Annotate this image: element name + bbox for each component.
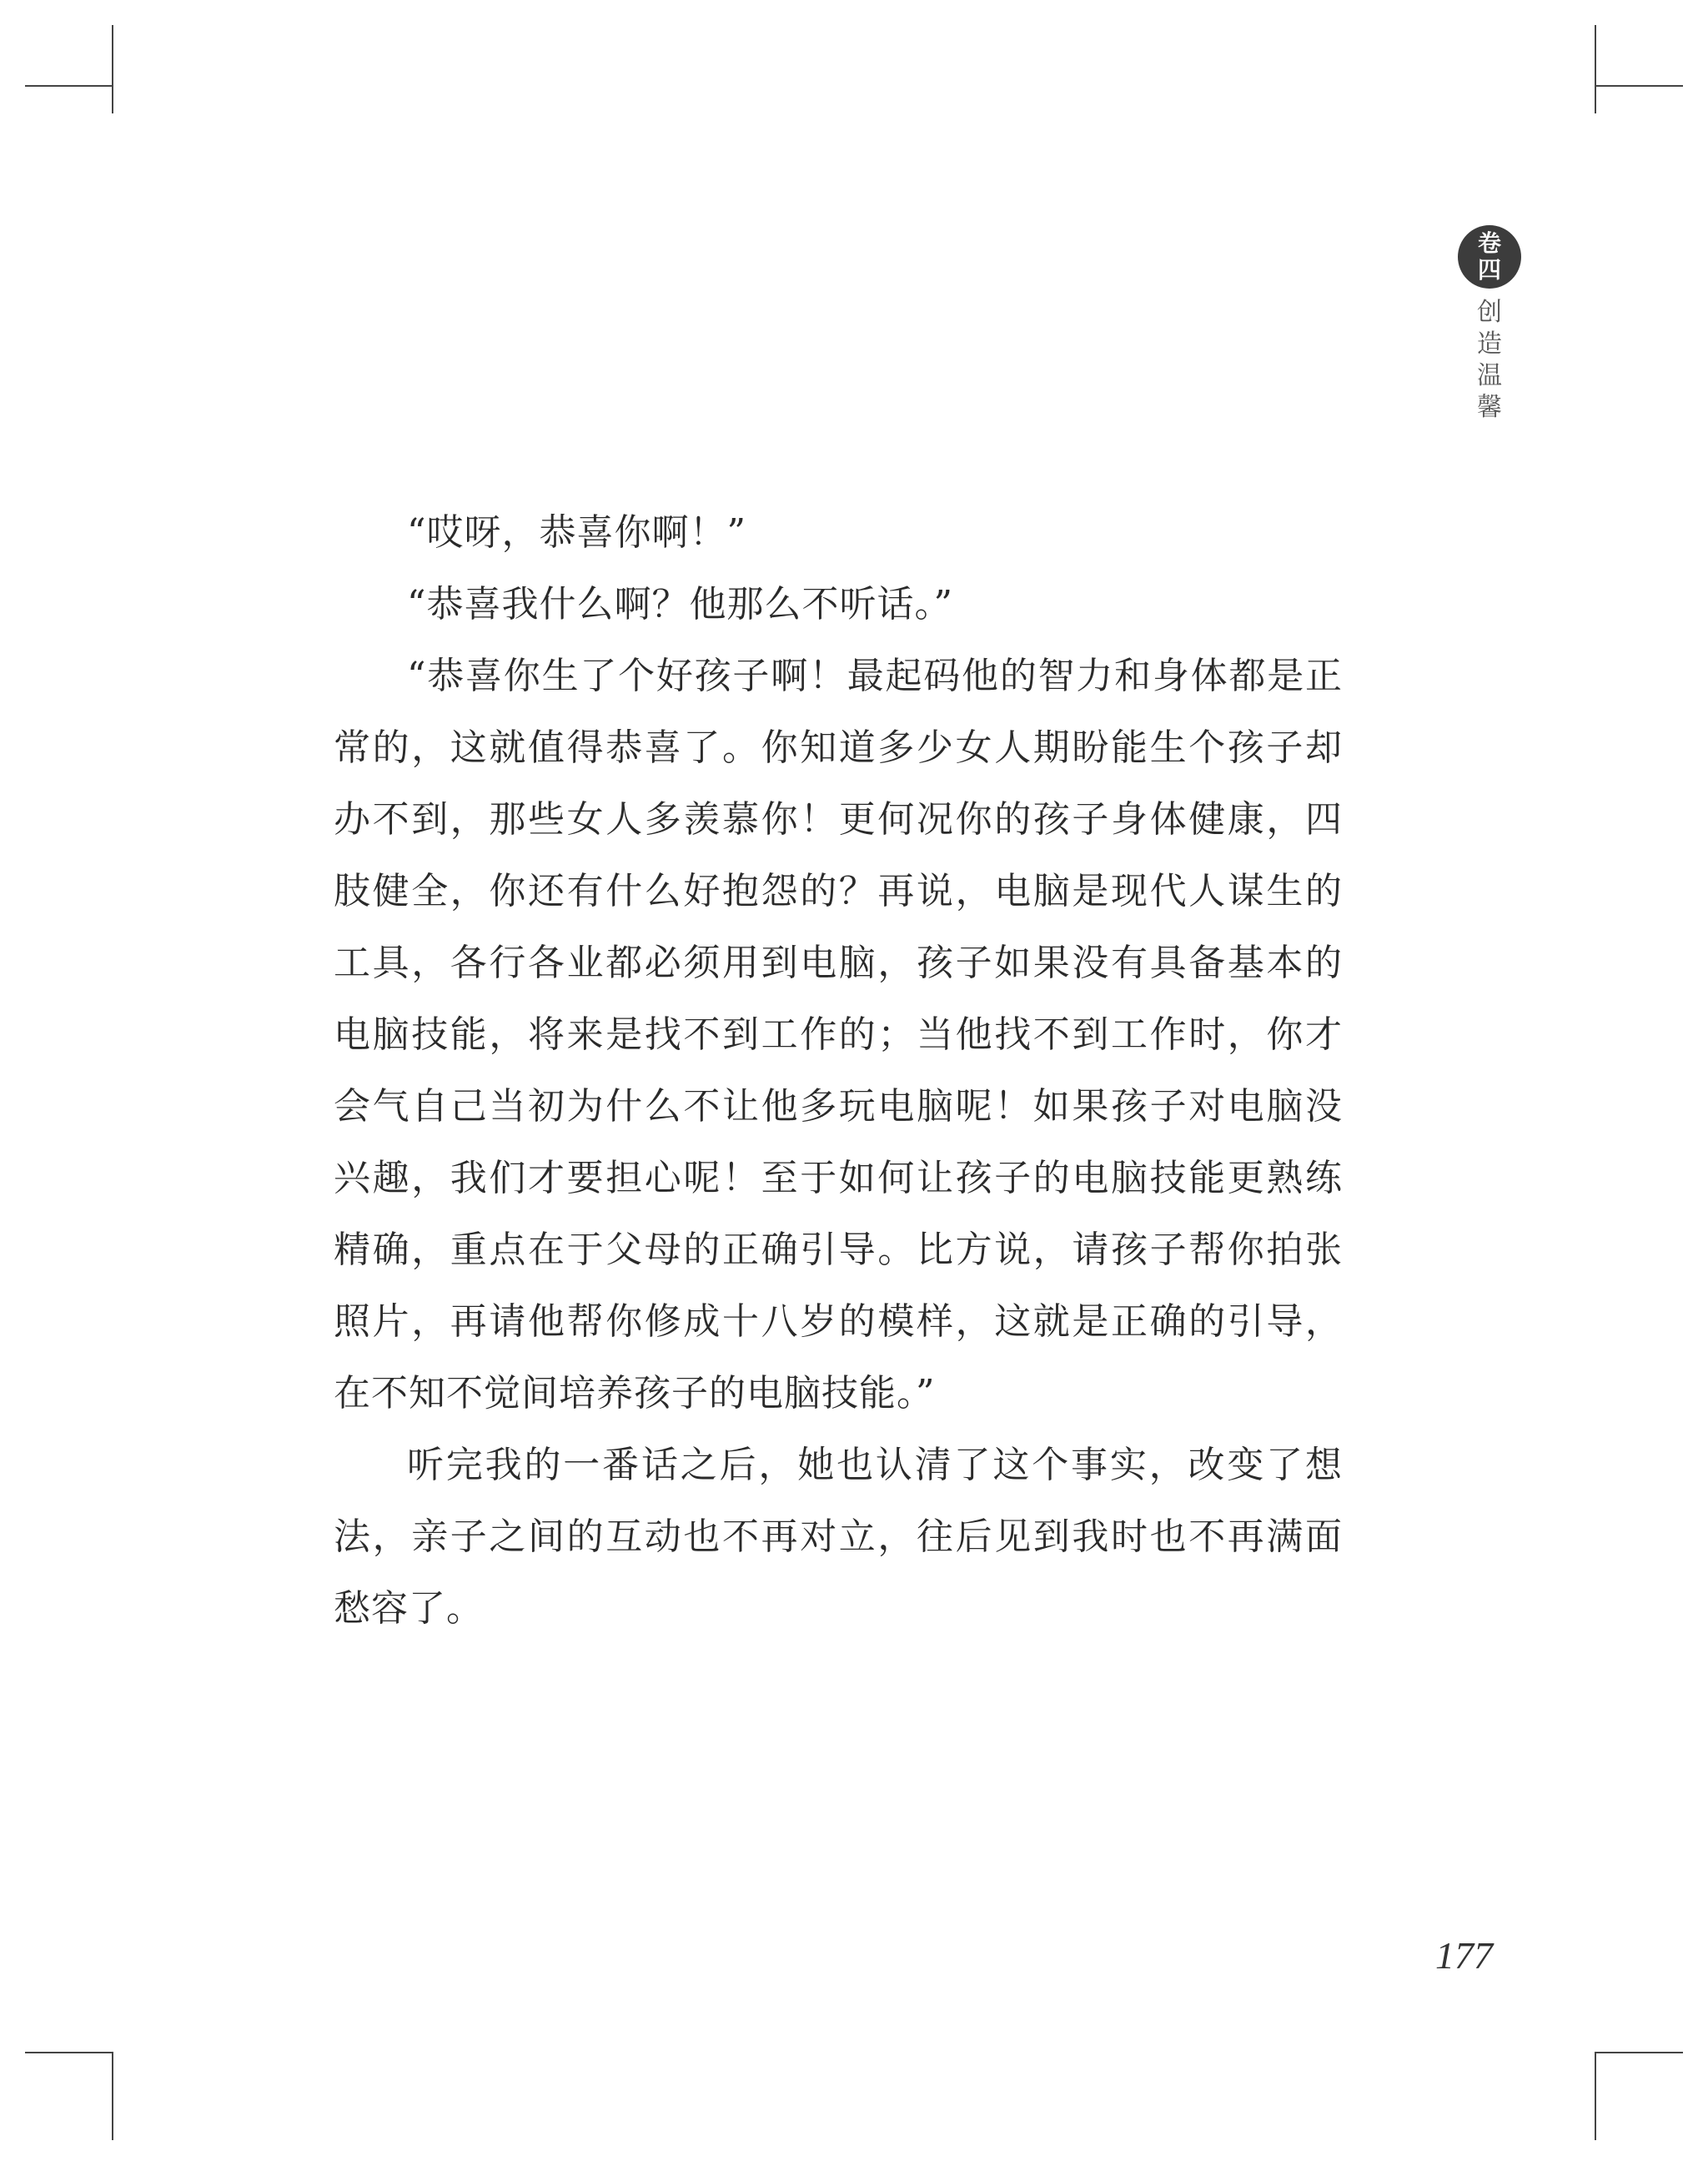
chapter-char: 温	[1477, 361, 1502, 390]
crop-mark-bottom-left-v	[112, 2052, 113, 2140]
chapter-char: 创	[1477, 298, 1502, 327]
volume-char: 卷	[1477, 229, 1501, 257]
body-text	[334, 497, 1343, 1645]
crop-mark-top-right-v	[1595, 25, 1596, 113]
volume-char: 四	[1477, 256, 1501, 284]
paragraph: “恭喜我什么啊？他那么不听话。”	[407, 583, 953, 626]
crop-mark-top-right-h	[1595, 85, 1683, 87]
crop-mark-bottom-right-v	[1595, 2052, 1596, 2140]
crop-mark-top-left-h	[25, 85, 113, 87]
crop-mark-bottom-right-h	[1595, 2052, 1683, 2053]
chapter-side-tab	[1458, 225, 1521, 424]
volume-badge	[1458, 225, 1521, 289]
page-number: 177	[1435, 1934, 1493, 1977]
chapter-char: 造	[1477, 329, 1502, 359]
paragraph: 听完我的一番话之后，她也认清了这个事实，改变了想法，亲子之间的互动也不再对立，往后见到我时也不再满面愁容了。	[334, 1444, 1343, 1630]
paragraph: “哎呀，恭喜你啊！”	[407, 511, 746, 554]
crop-mark-top-left-v	[112, 25, 113, 113]
chapter-title-vertical	[1477, 297, 1502, 424]
crop-mark-bottom-left-h	[25, 2052, 113, 2053]
chapter-char: 馨	[1477, 393, 1502, 422]
paragraph: “恭喜你生了个好孩子啊！最起码他的智力和身体都是正常的，这就值得恭喜了。你知道多少女人期盼能生个孩子却办不到，那些女人多羡慕你！更何况你的孩子身体健康，四肢健全，你还有什么好抱怨的？再说，电脑是现代人谋生的工具，各行各业都必须用到电脑，孩子如果没有具备基本的电脑技能，将来是找不到工作的；当他找不到工作时，你才会气自己当初为什么不让他多玩电脑呢！如果孩子对电脑没兴趣，我们才要担心呢！至于如何让孩子的电脑技能更熟练精确，重点在于父母的正确引导。比方说，请孩子帮你拍张照片，再请他帮你修成十八岁的模样，这就是正确的引导，在不知不觉间培养孩子的电脑技能。”	[334, 655, 1343, 1415]
